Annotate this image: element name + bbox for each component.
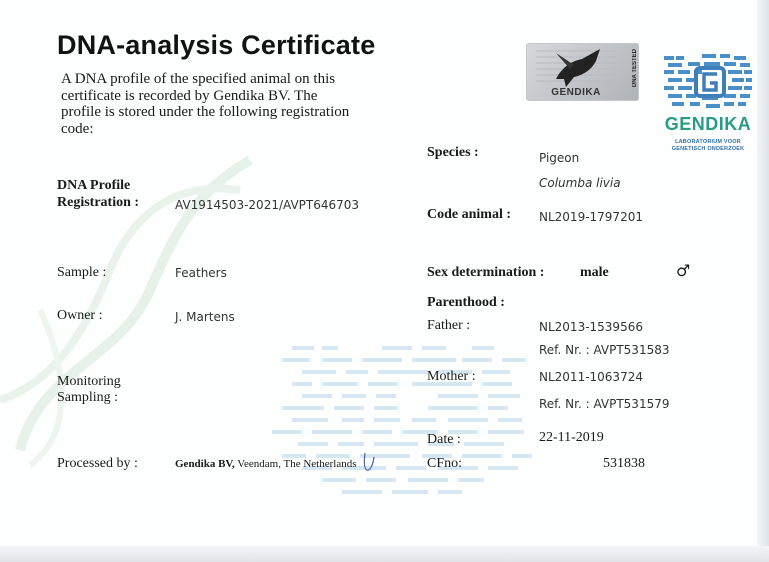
gendika-g-icon <box>662 50 754 116</box>
father-ref-value: Ref. Nr. : AVPT531583 <box>539 343 670 357</box>
mother-ref-value: Ref. Nr. : AVPT531579 <box>539 397 670 411</box>
sex-value: male <box>580 265 609 280</box>
intro-text: A DNA profile of the specified animal on this certificate is recorded by Gendika BV. The profile is stored under the following registration code: <box>61 71 350 137</box>
dna-profile-registration-label: DNA Profile Registration : <box>57 178 140 210</box>
species-label: Species : <box>427 145 479 160</box>
father-label: Father : <box>427 318 471 333</box>
gendika-brand: GENDIKA <box>664 114 752 134</box>
mother-value: NL2011-1063724 <box>539 370 643 384</box>
seal-dna-tested: DNA TESTED <box>632 49 638 88</box>
cfno-label: CFno: <box>427 456 463 471</box>
page-edge-right <box>757 0 769 562</box>
parenthood-label: Parenthood : <box>427 295 505 310</box>
monitoring-sampling-label: Monitoring Sampling : <box>57 374 121 405</box>
date-value: 22-11-2019 <box>539 430 604 445</box>
page-edge-bottom <box>0 546 769 562</box>
processed-by-place: Veendam, The Netherlands <box>234 458 357 470</box>
dna-tested-seal <box>526 43 639 101</box>
species-common-value: Pigeon <box>539 151 580 165</box>
owner-value: J. Martens <box>175 310 235 324</box>
father-value: NL2013-1539566 <box>539 320 643 334</box>
certificate-title: DNA-analysis Certificate <box>57 30 376 60</box>
male-symbol-icon: ♂ <box>676 261 691 280</box>
sample-value: Feathers <box>175 266 227 280</box>
sex-determination-label: Sex determination : <box>427 265 545 280</box>
code-animal-label: Code animal : <box>427 207 511 222</box>
gendika-watermark <box>262 340 552 510</box>
code-animal-value: NL2019-1797201 <box>539 210 643 224</box>
mother-label: Mother : <box>427 369 476 384</box>
processed-by-value <box>175 458 357 470</box>
owner-label: Owner : <box>57 308 103 323</box>
species-latin-value: Columba livia <box>539 176 621 190</box>
date-label: Date : <box>427 432 461 447</box>
signature-mark <box>362 451 376 473</box>
processed-by-label: Processed by : <box>57 456 138 471</box>
seal-brand: GENDIKA <box>551 87 601 98</box>
dna-profile-registration-value: AV1914503-2021/AVPT646703 <box>175 198 360 212</box>
pigeon-icon <box>526 43 626 89</box>
gendika-tagline: LABORATORIUM VOOR GENETISCH ONDERZOEK <box>671 139 745 152</box>
cfno-value: 531838 <box>603 456 645 471</box>
sample-label: Sample : <box>57 265 107 280</box>
processed-by-org: Gendika BV, <box>175 458 235 470</box>
